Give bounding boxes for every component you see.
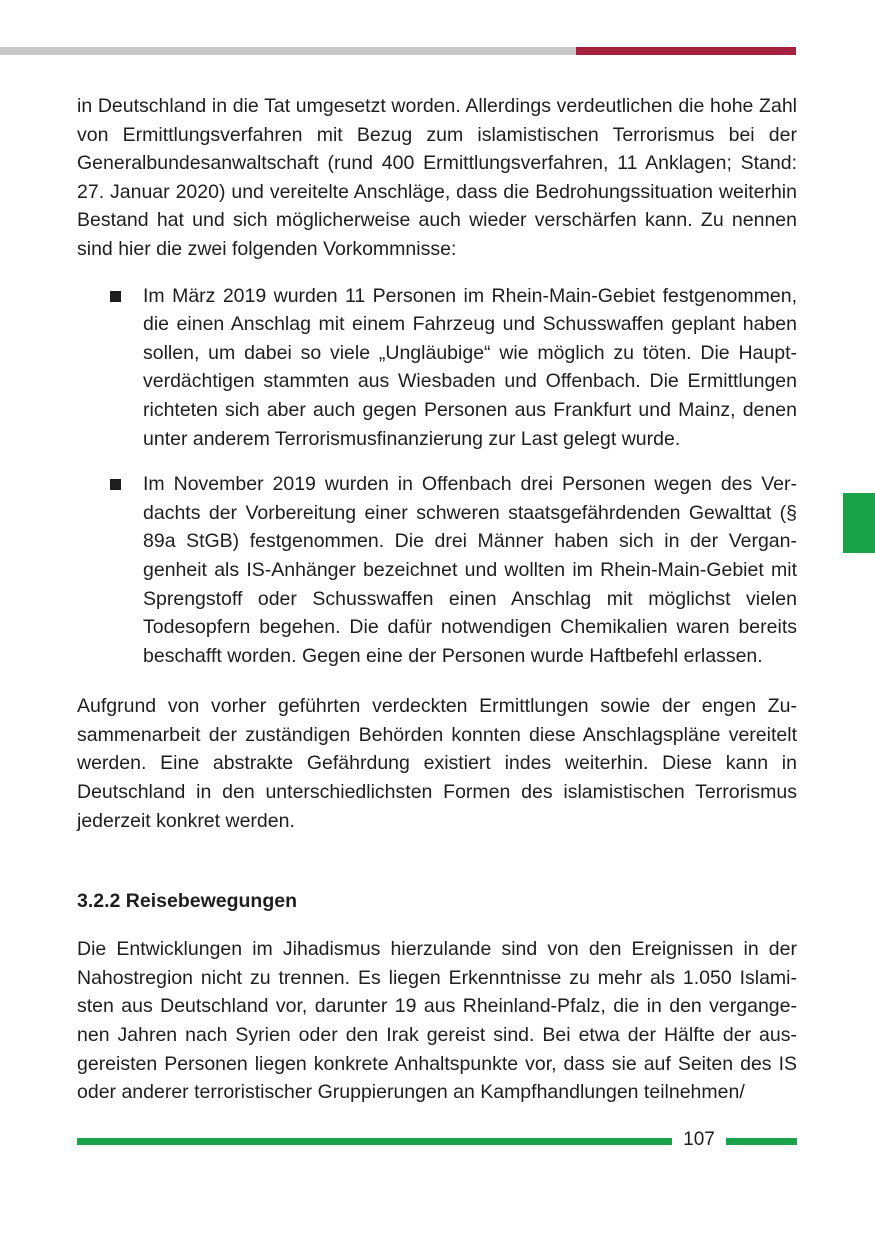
square-bullet-icon	[110, 479, 121, 490]
incident-list	[77, 282, 797, 671]
list-item-text: Im November 2019 wurden in Offenbach drei Personen wegen des Verdachts der Vorbereitung einer schweren staatsgefährdenden Gewalttat (§ 89a StGB) festgenommen. Die drei Männer haben sich in der Vergangenheit als IS-Anhänger bezeichnet und wollten im Rhein-Main-Gebiet mit Sprengstoff oder Schusswaffen einen Anschlag mit möglichst vielen Todesopfern begehen. Die dafür notwendigen Chemikalien waren bereits beschafft worden. Gegen eine der Personen wurde Haftbefehl erlassen.	[143, 473, 797, 667]
section-paragraph: Die Entwicklungen im Jihadismus hierzulande sind von den Ereignissen in der Nahostregion nicht zu trennen. Es liegen Erkenntnisse zu mehr als 1.050 Islamisten aus Deutschland vor, darunter 19 aus Rheinland-Pfalz, die in den vergangenen Jahren nach Syrien oder den Irak gereist sind. Bei etwa der Hälfte der ausgereisten Personen liegen konkrete Anhaltspunkte vor, dass sie auf Seiten des IS oder anderer terroristischer Gruppierungen an Kampfhandlungen teilnehmen/	[77, 938, 797, 1104]
header-rule-red	[576, 47, 796, 55]
header-rule-grey	[0, 47, 576, 55]
list-item	[77, 282, 797, 454]
square-bullet-icon	[110, 291, 121, 302]
followup-paragraph: Aufgrund von vorher geführten verdeckten Ermittlungen sowie der engen Zusammenarbeit der zuständigen Behörden konnten diese Anschlagspläne vereitelt werden. Eine abstrakte Gefährdung existiert indes weiterhin. Diese kann in Deutschland in den unterschiedlichsten Formen des islamistischen Terrorismus jederzeit konkret werden.	[77, 695, 797, 832]
footer-rule-left	[77, 1138, 672, 1145]
page-body	[77, 92, 797, 1107]
section-heading: 3.2.2 Reisebewegungen	[77, 890, 297, 913]
list-item	[77, 470, 797, 670]
chapter-side-tab	[843, 493, 875, 553]
page-number: 107	[683, 1129, 715, 1150]
list-item-text: Im März 2019 wurden 11 Personen im Rhein-Main-Gebiet festgenommen, die einen Anschlag mit einem Fahrzeug und Schusswaffen geplant haben sollen, um dabei so viele „Ungläubige“ wie möglich zu töten. Die Hauptverdächtigen stammten aus Wiesbaden und Offenbach. Die Ermittlungen richteten sich aber auch gegen Personen aus Frankfurt und Mainz, denen unter anderem Terrorismusfinanzierung zur Last gelegt wurde.	[143, 284, 797, 450]
footer-rule-right	[726, 1138, 797, 1145]
intro-paragraph: in Deutschland in die Tat umgesetzt worden. Allerdings verdeutlichen die hohe Zahl von Ermittlungsverfahren mit Bezug zum islamistischen Terrorismus bei der Generalbundesanwaltschaft (rund 400 Ermittlungsverfahren, 11 Anklagen; Stand: 27. Januar 2020) und vereitelte Anschläge, dass die Bedrohungssituation weiterhin Bestand hat und sich möglicherweise auch wieder verschärfen kann. Zu nennen sind hier die zwei folgenden Vorkommnisse:	[77, 95, 797, 260]
